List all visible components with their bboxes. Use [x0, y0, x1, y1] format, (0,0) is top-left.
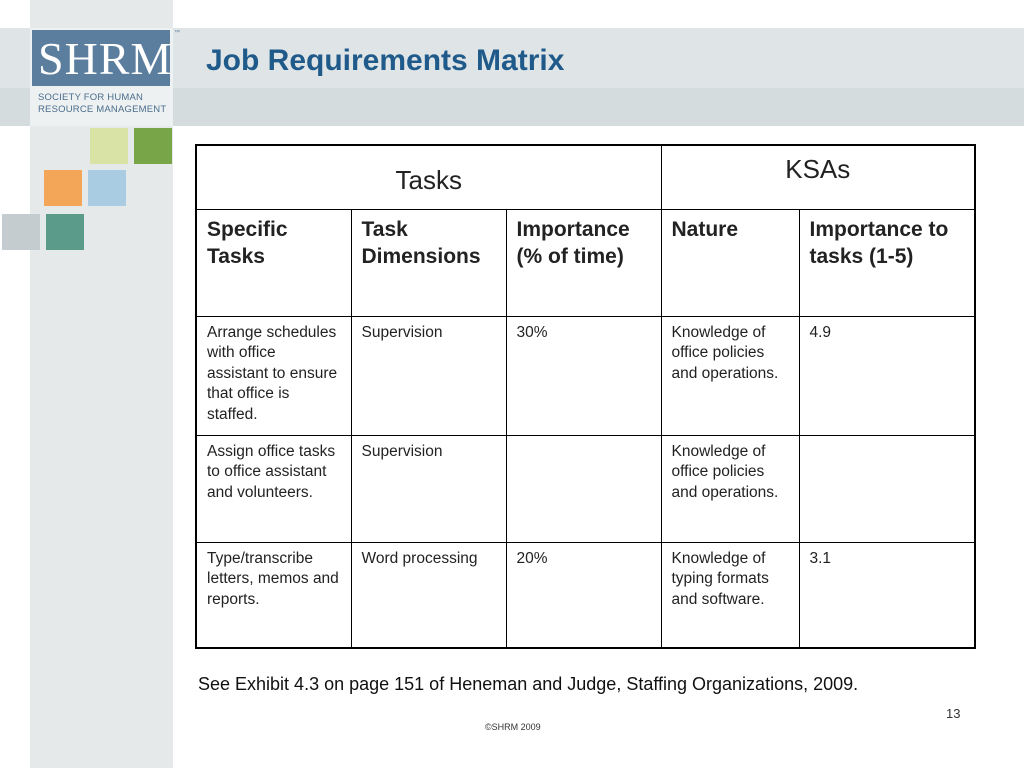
- column-header: Task Dimensions: [351, 209, 506, 316]
- table-cell: Knowledge of typing formats and software.: [661, 542, 799, 648]
- table-cell: Knowledge of office policies and operations.: [661, 435, 799, 542]
- column-header: Nature: [661, 209, 799, 316]
- table-cell: Assign office tasks to office assistant and volunteers.: [196, 435, 351, 542]
- footnote: See Exhibit 4.3 on page 151 of Heneman and Judge, Staffing Organizations, 2009.: [198, 674, 859, 694]
- page-title: Job Requirements Matrix: [206, 44, 565, 77]
- column-header: Importance (% of time): [506, 209, 661, 316]
- table-cell: Type/transcribe letters, memos and reports.: [196, 542, 351, 648]
- copyright: ©SHRM 2009: [485, 722, 541, 732]
- group-header-tasks: Tasks: [196, 145, 661, 209]
- table-row: [196, 542, 975, 648]
- group-header-ksas: KSAs: [661, 145, 975, 209]
- table-cell: Arrange schedules with office assistant to ensure that office is staffed.: [196, 316, 351, 435]
- table-cell: Word processing: [351, 542, 506, 648]
- decor-square: [2, 214, 40, 250]
- table-row: [196, 435, 975, 542]
- decor-square: [44, 170, 82, 206]
- decor-square: [88, 170, 126, 206]
- table-cell: [506, 435, 661, 542]
- job-requirements-matrix: [195, 144, 976, 649]
- table-cell: Supervision: [351, 316, 506, 435]
- decor-square: [90, 128, 128, 164]
- table-cell: 3.1: [799, 542, 975, 648]
- decor-square: [46, 214, 84, 250]
- page-number: 13: [946, 706, 961, 721]
- table-cell: Supervision: [351, 435, 506, 542]
- logo-subtitle: [38, 92, 166, 116]
- table-cell: Knowledge of office policies and operations.: [661, 316, 799, 435]
- logo-subtitle-line1: SOCIETY FOR HUMAN: [38, 92, 144, 103]
- logo-subtitle-line2: RESOURCE MANAGEMENT: [38, 104, 167, 115]
- table-cell: 4.9: [799, 316, 975, 435]
- logo-trademark: ™: [174, 30, 180, 36]
- shrm-logo: [30, 28, 180, 126]
- column-header: Specific Tasks: [196, 209, 351, 316]
- table-cell: 20%: [506, 542, 661, 648]
- decor-square: [134, 128, 172, 164]
- column-header: Importance to tasks (1-5): [799, 209, 975, 316]
- logo-box: [32, 30, 173, 86]
- table-cell: 30%: [506, 316, 661, 435]
- logo-text: SHRM: [38, 33, 173, 84]
- table-row: [196, 316, 975, 435]
- table-cell: [799, 435, 975, 542]
